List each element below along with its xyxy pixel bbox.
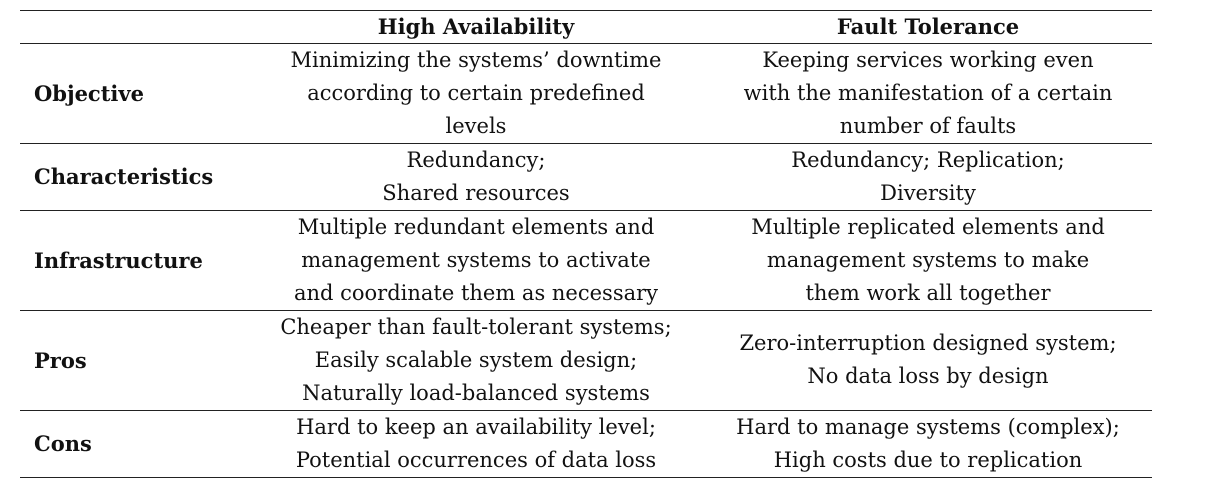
table-bottom-rule xyxy=(20,477,1152,478)
cell-line: No data loss by design xyxy=(807,364,1049,388)
header-corner xyxy=(20,10,264,43)
cell-line: Hard to keep an availability level; xyxy=(296,414,656,439)
cell-line: number of faults xyxy=(839,113,1017,138)
cell-line: management systems to make xyxy=(766,247,1090,272)
cell-line: Easily scalable system design; xyxy=(314,347,638,372)
row-label-pros: Pros xyxy=(34,347,87,373)
cell-characteristics-high-availability xyxy=(264,143,688,210)
row-label-cons: Cons xyxy=(34,431,92,456)
cell-line: High costs due to replication xyxy=(773,447,1083,472)
cell-line: Zero-interruption designed system; xyxy=(739,331,1117,355)
cell-line: Diversity xyxy=(880,180,976,205)
cell-line: Naturally load-balanced systems xyxy=(302,380,650,405)
cell-line: levels xyxy=(445,113,507,138)
cell-cons-fault-tolerance xyxy=(700,410,1156,477)
cell-characteristics-fault-tolerance xyxy=(700,143,1156,210)
row-label-infrastructure: Infrastructure xyxy=(34,247,203,273)
cell-line: with the manifestation of a certain xyxy=(743,80,1113,105)
cell-objective-fault-tolerance xyxy=(700,43,1156,143)
cell-line: Multiple redundant elements and xyxy=(297,214,655,239)
cell-line: management systems to activate xyxy=(301,247,651,272)
row-label-characteristics: Characteristics xyxy=(34,164,214,189)
cell-infrastructure-fault-tolerance xyxy=(700,210,1156,310)
column-header-fault-tolerance: Fault Tolerance xyxy=(836,14,1020,39)
cell-cons-high-availability xyxy=(264,410,688,477)
cell-pros-high-availability xyxy=(264,310,688,410)
cell-line: Redundancy; Replication; xyxy=(791,147,1065,172)
cell-infrastructure-high-availability xyxy=(264,210,688,310)
cell-line: Cheaper than fault-tolerant systems; xyxy=(280,314,672,339)
cell-line: Shared resources xyxy=(382,180,570,205)
cell-line: and coordinate them as necessary xyxy=(293,280,659,305)
cell-line: according to certain predefined xyxy=(307,80,645,105)
cell-pros-fault-tolerance xyxy=(700,310,1156,410)
column-header-high-availability: High Availability xyxy=(377,14,575,39)
cell-line: them work all together xyxy=(805,280,1051,305)
cell-line: Keeping services working even xyxy=(762,47,1094,72)
cell-line: Minimizing the systems’ downtime xyxy=(290,47,662,72)
cell-line: Potential occurrences of data loss xyxy=(295,447,657,472)
cell-line: Redundancy; xyxy=(406,147,546,172)
row-label-objective: Objective xyxy=(34,80,144,106)
cell-line: Multiple replicated elements and xyxy=(751,214,1105,239)
cell-line: Hard to manage systems (complex); xyxy=(736,414,1120,439)
cell-objective-high-availability xyxy=(264,43,688,143)
